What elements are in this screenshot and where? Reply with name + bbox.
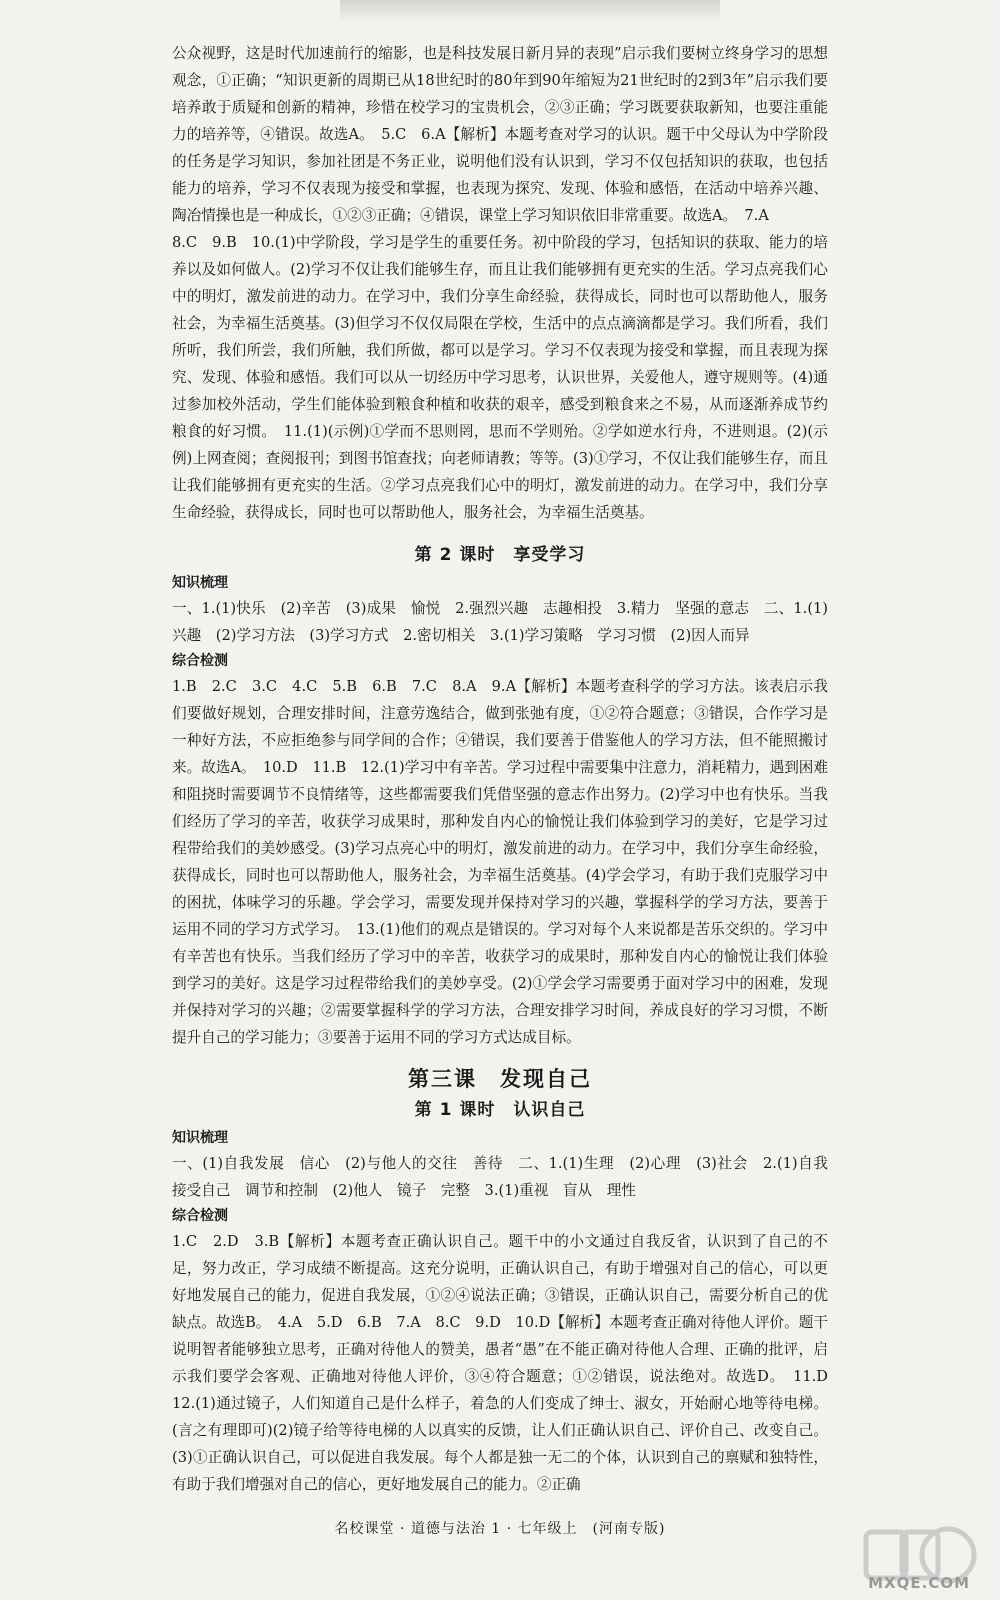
test-text: 1.B 2.C 3.C 4.C 5.B 6.B 7.C 8.A 9.A【解析】本题考查科学的学习方法。该表启示我们要做好规划，合理安排时间，注意劳逸结合，做到张弛有度，①②符合题意；③错误，合作学习是一种好方法，不应拒绝参与同学间的合作；④错误，我们要善于借鉴他人的学习方法，但不能照搬讨来。故选A。 10.D 11.B 12.(1)学习中有辛苦。学习过程中需要集中注意力，消耗精力，遇到困难和阻挠时需要调节不良情绪等，这些都需要我们凭借坚强的意志作出努力。(2)学习中也有快乐。当我们经历了学习的辛苦，收获学习成果时，那种发自内心的愉悦让我们体验到学习的美好，它是学习过程带给我们的美妙感受。(3)学习点亮心中的明灯，激发前进的动力。在学习中，我们分享生命经验，获得成长，同时也可以帮助他人，服务社会，为幸福生活奠基。(4)学会学习，有助于我们克服学习中的困扰，体味学习的乐趣。学会学习，需要发现并保持对学习的兴趣，掌握科学的学习方法，要善于运用不同的学习方式学习。 13.(1)他们的观点是错误的。学习对每个人来说都是苦乐交织的。学习中有辛苦也有快乐。当我们经历了学习中的辛苦，收获学习的成果时，那种发自内心的愉悦让我们体验到学习的美好。这是学习过程带给我们的美妙享受。(2)①学会学习需要勇于面对学习中的困难，发现并保持对学习的兴趣；②需要掌握科学的学习方法，合理安排学习时间，养成良好的学习习惯，不断提升自己的学习能力；③要善于运用不同的学习方式达成目标。 <box>172 678 828 1046</box>
page-footer: 名校课堂 · 道德与法治 1 · 七年级上 (河南专版) <box>334 1521 666 1537</box>
watermark-site: MXQE.COM <box>868 1574 970 1592</box>
section-title-know-yourself: 第 1 课时 认识自己 <box>414 1100 586 1120</box>
knowledge-text: 一、1.(1)快乐 (2)辛苦 (3)成果 愉悦 2.强烈兴趣 志趣相投 3.精力 坚强的意志 二、1.(1)兴趣 (2)学习方法 (3)学习方式 2.密切相关 3.(1)学习策略 学习习惯 (2)因人而异 <box>172 600 828 644</box>
test-heading-2: 综合检测 <box>172 1208 228 1224</box>
lesson-title: 第三课 发现自己 <box>408 1067 592 1091</box>
test-heading: 综合检测 <box>172 653 228 669</box>
answer-paragraph-2: 8.C 9.B 10.(1)中学阶段，学习是学生的重要任务。初中阶段的学习，包括知识的获取、能力的培养以及如何做人。(2)学习不仅让我们能够生存，而且让我们能够拥有更充实的生活。学习点亮我们心中的明灯，激发前进的动力。在学习中，我们分享生命经验，获得成长，同时也可以帮助他人，服务社会，为幸福生活奠基。(3)但学习不仅仅局限在学校，生活中的点点滴滴都是学习。我们所看，我们所听，我们所尝，我们所触，我们所做，都可以是学习。学习不仅表现为接受和掌握，而且表现为探究、发现、体验和感悟。我们可以从一切经历中学习思考，认识世界，关爱他人，遵守规则等。(4)通过参加校外活动，学生们能体验到粮食种植和收获的艰辛，感受到粮食来之不易，从而逐渐养成节约粮食的好习惯。 11.(1)(示例)①学而不思则罔，思而不学则殆。②学如逆水行舟，不进则退。(2)(示例)上网查阅；查阅报刊；到图书馆查找；向老师请教；等等。(3)①学习，不仅让我们能够生存，而且让我们能够拥有更充实的生活。②学习点亮我们心中的明灯，激发前进的动力。在学习中，我们分享生命经验，获得成长，同时也可以帮助他人，服务社会，为幸福生活奠基。 <box>172 234 828 521</box>
knowledge-text-2: 一、(1)自我发展 信心 (2)与他人的交往 善待 二、1.(1)生理 (2)心理 (3)社会 2.(1)自我 接受自己 调节和控制 (2)他人 镜子 完整 3.(1)重视 盲从 理性 <box>172 1155 843 1199</box>
test-text-2: 1.C 2.D 3.B【解析】本题考查正确认识自己。题干中的小文通过自我反省，认识到了自己的不足，努力改正，学习成绩不断提高。这充分说明，正确认识自己，有助于增强对自己的信心，可以更好地发展自己的能力，促进自我发展，①②④说法正确；③错误，正确认识自己，需要分析自己的优缺点。故选B。 4.A 5.D 6.B 7.A 8.C 9.D 10.D【解析】本题考查正确对待他人评价。题干说明智者能够独立思考，正确对待他人的赞美，愚者“愚”在不能正确对待他人合理、正确的批评，启示我们要学会客观、正确地对待他人评价，③④符合题意；①②错误，说法绝对。故选D。 11.D 12.(1)通过镜子，人们知道自己是什么样子，着急的人们变成了绅士、淑女，开始耐心地等待电梯。(言之有理即可)(2)镜子给等待电梯的人以真实的反馈，让人们正确认识自己、评价自己、改变自己。(3)①正确认识自己，可以促进自我发展。每个人都是独一无二的个体，认识到自己的禀赋和独特性，有助于我们增强对自己的信心，更好地发展自己的能力。②正确 <box>172 1233 843 1493</box>
knowledge-heading-2: 知识梳理 <box>172 1130 228 1146</box>
section-title-enjoy-learning: 第 2 课时 享受学习 <box>414 545 586 565</box>
knowledge-heading: 知识梳理 <box>172 575 228 591</box>
answer-paragraph-1: 公众视野，这是时代加速前行的缩影，也是科技发展日新月异的表现”启示我们要树立终身学习的思想观念，①正确；“知识更新的周期已从18世纪时的80年到90年缩短为21世纪时的2到3年”启示我们要培养敢于质疑和创新的精神，珍惜在校学习的宝贵机会，②③正确；学习既要获取新知，也要注重能力的培养等，④错误。故选A。 5.C 6.A【解析】本题考查对学习的认识。题干中父母认为中学阶段的任务是学习知识，参加社团是不务正业，说明他们没有认识到，学习不仅包括知识的获取，也包括能力的培养，学习不仅表现为接受和掌握，也表现为探究、发现、体验和感悟，在活动中培养兴趣、陶冶情操也是一种成长，①②③正确；④错误，课堂上学习知识依旧非常重要。故选A。 7.A <box>172 45 828 224</box>
